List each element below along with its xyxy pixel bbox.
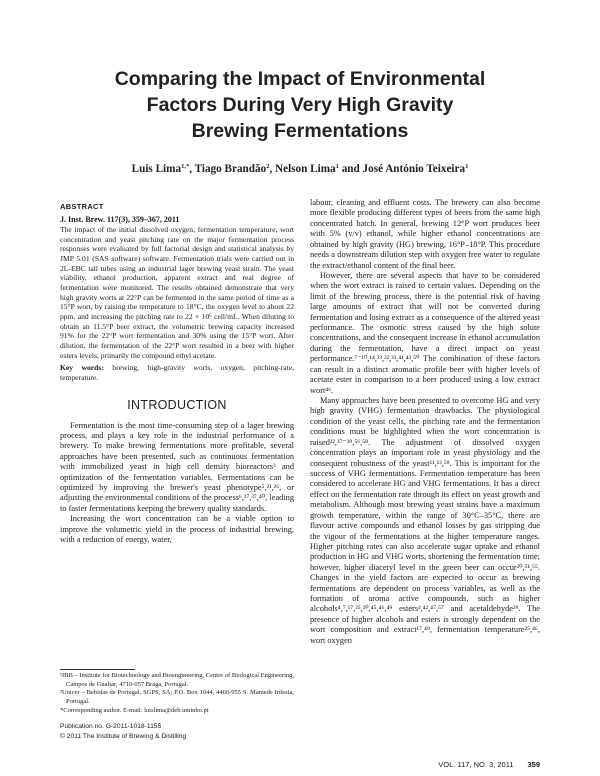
intro-paragraph-2: Increasing the wort concentration can be a viable option to improve the volumetric yield in the process of industrial brewing, with a reduction of energy, water,	[60, 514, 294, 545]
intro-paragraph-1: Fermentation is the most time-consuming step of a lager brewing process, and plays a key role in the industrial performance of a brewery. To make brewing fermentations more profitable, several approaches have been presented, such as continuous fermentation with immobilized yeast in high cell density bioreactors³ and optimization of the fermentation variables. Fermentations can be optimized by improving the brewer's yeast phenotype⁵,²¹,²⁶, or adjusting the environmental conditions of the process⁶,²⁷,³⁷,⁴⁰, leading to faster fermentations keeping the brewery quality standards.	[60, 420, 294, 513]
author-affiliation: 2	[266, 163, 270, 170]
author-affiliation: 1	[465, 163, 469, 170]
paper-title	[60, 66, 540, 144]
abstract-text: The impact of the initial dissolved oxygen, fermentation temperature, wort concentration and yeast pitching rate on the major fermentation process responses were evaluated by full factorial design and statistical analysis by JMP 5.01 (SAS software) software. Fermentation trials were carried out in 2L-EBC tall tubes using an industrial lager brewing yeast strain. The yeast viability, ethanol production, apparent extract and real degree of fermentation were monitored. The results obtained demonstrate that very high gravity worts at 22°P can be fermented in the same period of time as a 15°P wort, by raising the temperature to 18°C, the oxygen level to about 22 ppm, and increasing the pitching rate to 22 × 10⁶ cell/mL. When diluting to obtain an 11.5°P beer extract, the volumetric brewing capacity increased 91% for the 22°P wort fermentation and 30% using the 15°P wort. After dilution, the fermentation of the 22°P wort resulted in a beer with higher esters levels, primarily the compound ethyl acetate.	[60, 225, 294, 360]
keywords-label: Key words:	[60, 363, 104, 373]
copyright-notice: © 2011 The Institute of Brewing & Distilling	[60, 733, 187, 740]
keywords	[60, 363, 294, 382]
right-paragraph-3: Many approaches have been presented to overcome HG and very high gravity (VHG) fermentation drawbacks. The physiological condition of the yeast cells, the pitching rate and the fermentation conditions must be highlighted when the wort concentration is raised²²,³⁷⁻³⁹,⁵⁶,⁵⁸. The adjustment of dissolved oxygen concentration plays an important role in yeast physiology and the consequent robustness of the yeast¹¹,¹³,⁵⁸. This is important for the success of VHG fermentations. Fermentation temperature has been considered to accelerate HG and VHG fermentations. It has a direct effect on the fermentation rate through its effect on yeast growth and metabolism. Although most brewing yeast strains have a maximum growth temperature, within the range of 30°C–35°C, there are flavour active compounds and ethanol losses by gas stripping due the vigour of the fermentations at the higher temperature ranges. Higher pitching rates can also accelerate sugar uptake and ethanol production in HG and VHG worts, shortening the fermentation time; however, higher diacetyl level in the green beer can occur²⁰,⁵¹,⁵⁵. Changes in the yield factors are expected to occur as brewing fermentations are dependent on process variables, as well as the formation of aroma active compounds, such as higher alcohols⁴,⁷,¹⁷,²⁵,³⁰,⁴⁵,⁴⁶,⁴⁹ esters²,⁴²,⁴⁷,⁵⁷ and acetaldehyde²⁹. The presence of higher alcohols and esters is strongly dependent on the wort composition and extract¹⁷,⁴⁹, fermentation temperature²⁵,⁴⁶, wort oxygen	[310, 396, 540, 645]
author-affiliation: 1,*	[181, 163, 190, 170]
author-list	[60, 163, 540, 175]
author-name: and José António Teixeira	[338, 163, 466, 175]
keywords-text: brewing, high-gravity worts, oxygen, pitching-rate, temperature.	[60, 363, 294, 382]
volume-info: VOL. 117, NO. 3, 2011	[438, 760, 514, 769]
author-affiliation: 1	[335, 163, 339, 170]
journal-reference: J. Inst. Brew. 117(3), 359–367, 2011	[60, 215, 180, 224]
left-column	[60, 198, 294, 546]
title-line-2: Factors During Very High Gravity	[146, 94, 454, 116]
author-name: Luis Lima	[131, 163, 182, 175]
author-name: , Nelson Lima	[269, 163, 336, 175]
right-column	[310, 198, 540, 646]
publication-info	[60, 722, 294, 742]
right-paragraph-2: However, there are several aspects that have to be considered when the wort extract is raised to certain values. Depending on the limit of the brewing process, there is the potential risk of having large amounts of extract that will not be converted during fermentation and losing extract as a consequence of the altered yeast performance. The osmotic stress caused by the high solute concentrations, and the consequent increase in ethanol accumulation during the fermentation, have a direct impact on yeast performance.⁷⁻¹⁰,¹⁴,²³,³²,³³,⁴¹,⁴³,⁵⁰ The combination of these factors can result in a distinct aromatic profile beer with higher levels of acetate ester in comparison to a beer produced using a low extract wort⁴⁶.	[310, 270, 540, 395]
title-line-1: Comparing the Impact of Environmental	[114, 68, 486, 90]
page-number: 359	[527, 760, 540, 769]
footnote-corresponding-author: *Corresponding author. E-mail: luislima@deb.uminho.pt	[60, 706, 209, 714]
section-heading-introduction: INTRODUCTION	[127, 397, 227, 412]
author-name: , Tiago Brandão	[189, 163, 267, 175]
publication-number: Publication no. G-2011-1018-1155	[60, 723, 162, 730]
right-paragraph-1: labour, cleaning and effluent costs. The brewery can also become more flexible producing different types of beers from the same high concentrated batch. In general, brewing 12°P wort produces beer with 5% (v/v) ethanol, while higher ethanol concentrations are obtained by high gravity (HG) brewing, 16°P–18°P. This procedure needs a downstream dilution step with oxygen free water to regulate the extract/ethanol content of the final beer.	[310, 198, 540, 270]
abstract-heading: ABSTRACT	[60, 202, 104, 211]
page-footer	[370, 760, 540, 769]
title-line-3: Brewing Fermentations	[191, 120, 409, 142]
footnotes	[60, 672, 294, 716]
footnote-divider	[60, 669, 135, 670]
footnote-affiliation-2: ²Unicer – Bebidas de Portugal, SGPS, SA; P.O. Box 1044, 4466-955 S. Mamede Infesta, Portugal.	[60, 689, 294, 706]
footnote-affiliation-1: ¹IBB – Institute for Biotechnology and Bioengineering, Centre of Biological Engineering, Campos de Gualtar, 4710-057 Braga, Portugal.	[60, 672, 294, 688]
